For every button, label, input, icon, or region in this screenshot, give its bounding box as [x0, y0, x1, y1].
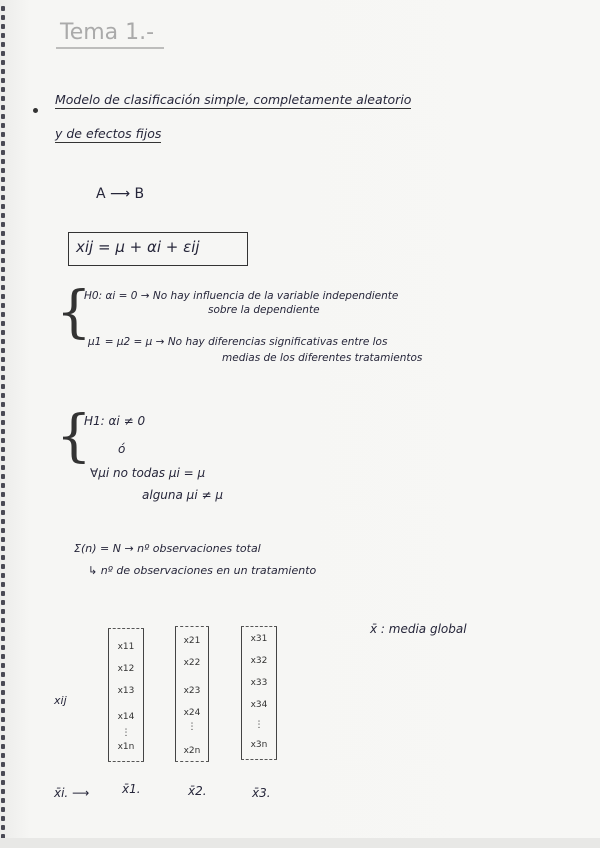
cell-x33: x33: [250, 678, 268, 688]
binding-hole: [1, 555, 5, 560]
binding-hole: [1, 708, 5, 713]
binding-hole: [1, 195, 5, 200]
binding-hole: [1, 384, 5, 389]
binding-hole: [1, 645, 5, 650]
binding-hole: [1, 465, 5, 470]
binding-hole: [1, 78, 5, 83]
binding-hole: [1, 735, 5, 740]
binding-hole: [1, 681, 5, 686]
binding-hole: [1, 159, 5, 164]
binding-hole: [1, 267, 5, 272]
global-mean-note: x̄ : media global: [370, 622, 467, 636]
binding-hole: [1, 105, 5, 110]
binding-hole: [1, 618, 5, 623]
binding-hole: [1, 753, 5, 758]
binding-hole: [1, 537, 5, 542]
column-2: [175, 626, 209, 762]
binding-hole: [1, 204, 5, 209]
binding-hole: [1, 447, 5, 452]
binding-hole: [1, 213, 5, 218]
cell-x3n: x3n: [250, 740, 268, 750]
binding-hole: [1, 276, 5, 281]
binding-hole: [1, 564, 5, 569]
bullet-dot: [33, 108, 38, 113]
binding-hole: [1, 744, 5, 749]
cell-x32: x32: [250, 656, 268, 666]
binding-hole: [1, 591, 5, 596]
binding-hole: [1, 798, 5, 803]
binding-hole: [1, 321, 5, 326]
model-equation: xij = μ + αi + εij: [76, 238, 200, 256]
mean-x3: x̄3.: [252, 786, 271, 800]
mean-x1: x̄1.: [122, 782, 141, 796]
binding-hole: [1, 132, 5, 137]
binding-hole: [1, 312, 5, 317]
binding-hole: [1, 150, 5, 155]
binding-hole: [1, 222, 5, 227]
binding-hole: [1, 627, 5, 632]
h0-line1b: sobre la dependiente: [208, 304, 320, 316]
binding-hole: [1, 672, 5, 677]
cell-x23: x23: [183, 686, 201, 696]
binding-hole: [1, 420, 5, 425]
binding-hole: [1, 600, 5, 605]
cell-x22: x22: [183, 658, 201, 668]
spiral-binding: [0, 0, 14, 848]
binding-hole: [1, 510, 5, 515]
binding-hole: [1, 474, 5, 479]
binding-hole: [1, 456, 5, 461]
h1-brace: {: [56, 404, 92, 469]
binding-hole: [1, 123, 5, 128]
title-underline: [56, 46, 166, 50]
section-heading-line1: Modelo de clasificación simple, completamente aleatorio: [55, 92, 412, 107]
cell-x11: x11: [117, 642, 135, 652]
cell-x1n: x1n: [117, 742, 135, 752]
h0-line2: μ1 = μ2 = μ → No hay diferencias significativas entre los: [88, 336, 388, 348]
binding-hole: [1, 348, 5, 353]
binding-hole: [1, 240, 5, 245]
cell-x21: x21: [183, 636, 201, 646]
binding-hole: [1, 492, 5, 497]
page-title: Tema 1.-: [60, 20, 155, 45]
a-to-b-relation: A ⟶ B: [96, 186, 145, 202]
binding-hole: [1, 663, 5, 668]
binding-hole: [1, 609, 5, 614]
cell-x12: x12: [117, 664, 135, 674]
h1-or: ó: [118, 442, 126, 456]
binding-hole: [1, 816, 5, 821]
binding-hole: [1, 402, 5, 407]
binding-hole: [1, 294, 5, 299]
binding-hole: [1, 726, 5, 731]
column-3: [241, 626, 277, 760]
binding-hole: [1, 249, 5, 254]
binding-hole: [1, 96, 5, 101]
binding-hole: [1, 357, 5, 362]
h1-line2: ∀μi no todas μi = μ: [90, 466, 206, 480]
cell-x34: x34: [250, 700, 268, 710]
binding-hole: [1, 528, 5, 533]
binding-hole: [1, 186, 5, 191]
cell-x13: x13: [117, 686, 135, 696]
mean-x2: x̄2.: [188, 784, 207, 798]
cell-dots-3: ⋮: [254, 720, 264, 730]
cell-x31: x31: [250, 634, 268, 644]
binding-hole: [1, 429, 5, 434]
cell-x14: x14: [117, 712, 135, 722]
cell-dots-1: ⋮: [121, 728, 131, 738]
binding-hole: [1, 699, 5, 704]
binding-hole: [1, 69, 5, 74]
h0-line2b: medias de los diferentes tratamientos: [222, 352, 423, 364]
h1-line3: alguna μi ≠ μ: [142, 488, 223, 502]
binding-hole: [1, 519, 5, 524]
binding-hole: [1, 231, 5, 236]
column-1: [108, 628, 144, 762]
binding-hole: [1, 654, 5, 659]
binding-hole: [1, 411, 5, 416]
binding-hole: [1, 483, 5, 488]
binding-hole: [1, 339, 5, 344]
binding-hole: [1, 762, 5, 767]
binding-hole: [1, 825, 5, 830]
xij-label: xij: [54, 694, 67, 707]
h0-line1: H0: αi = 0 → No hay influencia de la variable independiente: [84, 290, 399, 302]
binding-hole: [1, 303, 5, 308]
sum-n-line: Σ(n) = N → nº observaciones total: [74, 542, 261, 555]
section-heading-line2: y de efectos fijos: [55, 126, 162, 141]
binding-hole: [1, 177, 5, 182]
means-row-label: x̄i. ⟶: [54, 786, 90, 800]
binding-hole: [1, 582, 5, 587]
binding-hole: [1, 141, 5, 146]
binding-hole: [1, 393, 5, 398]
cell-x24: x24: [183, 708, 201, 718]
binding-hole: [1, 546, 5, 551]
binding-hole: [1, 51, 5, 56]
binding-hole: [1, 114, 5, 119]
binding-hole: [1, 807, 5, 812]
h1-line1: H1: αi ≠ 0: [84, 414, 146, 428]
binding-hole: [1, 780, 5, 785]
binding-hole: [1, 636, 5, 641]
sum-n-subline: ↳ nº de observaciones en un tratamiento: [88, 564, 317, 577]
binding-hole: [1, 60, 5, 65]
binding-hole: [1, 87, 5, 92]
binding-hole: [1, 573, 5, 578]
cell-x2n: x2n: [183, 746, 201, 756]
binding-hole: [1, 258, 5, 263]
binding-hole: [1, 717, 5, 722]
h0-brace: {: [56, 280, 92, 345]
binding-hole: [1, 6, 5, 11]
cell-dots-2: ⋮: [187, 722, 197, 732]
binding-hole: [1, 771, 5, 776]
page-bottom-edge: [0, 838, 600, 848]
binding-hole: [1, 366, 5, 371]
binding-hole: [1, 375, 5, 380]
binding-hole: [1, 42, 5, 47]
binding-hole: [1, 501, 5, 506]
binding-hole: [1, 789, 5, 794]
binding-hole: [1, 690, 5, 695]
binding-hole: [1, 438, 5, 443]
binding-hole: [1, 330, 5, 335]
binding-hole: [1, 15, 5, 20]
binding-hole: [1, 24, 5, 29]
binding-hole: [1, 168, 5, 173]
binding-hole: [1, 33, 5, 38]
binding-hole: [1, 285, 5, 290]
